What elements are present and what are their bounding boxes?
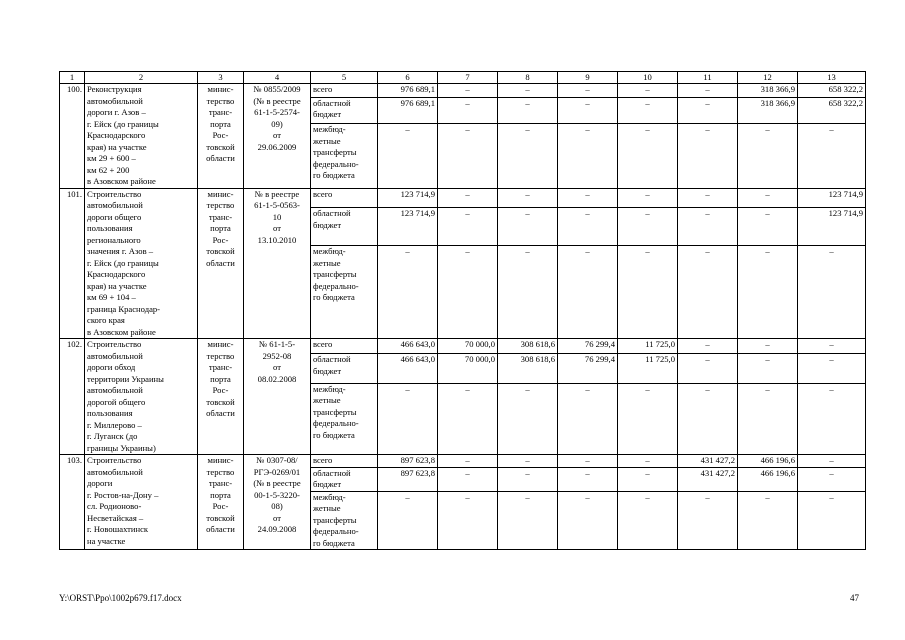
- amount-cell: –: [378, 383, 438, 454]
- column-number-row: [60, 72, 866, 84]
- approval-document: № 61-1-5- 2952-08 от 08.02.2008: [244, 339, 311, 455]
- amount-cell: –: [438, 467, 498, 491]
- amount-cell: 658 322,2: [798, 97, 866, 123]
- responsible-ministry: минис- терство транс- порта Рос- товской области: [198, 339, 244, 455]
- amount-cell: 466 643,0: [378, 339, 438, 354]
- amount-cell: –: [678, 124, 738, 188]
- amount-cell: –: [438, 124, 498, 188]
- amount-cell: 318 366,9: [738, 97, 798, 123]
- file-path: Y:\ORST\Ppo\1002p679.f17.docx: [59, 593, 182, 603]
- amount-cell: –: [618, 383, 678, 454]
- column-number: 3: [198, 72, 244, 84]
- column-number: 7: [438, 72, 498, 84]
- amount-cell: –: [558, 383, 618, 454]
- project-name: Строительство автомобильной дороги обход территории Украины автомобильной дорогой общего пользования г. Миллерово – г. Луганск (до границы Украины): [85, 339, 198, 455]
- funding-source: областной бюджет: [311, 467, 378, 491]
- amount-cell: –: [618, 208, 678, 246]
- approval-document: № 0307-08/ РГЭ-0269/01 (№ в реестре 00-1-5-3220- 08) от 24.09.2008: [244, 455, 311, 550]
- amount-cell: –: [438, 84, 498, 98]
- amount-cell: 431 427,2: [678, 455, 738, 468]
- amount-cell: 976 689,1: [378, 84, 438, 98]
- responsible-ministry: минис- терство транс- порта Рос- товской области: [198, 455, 244, 550]
- amount-cell: 76 299,4: [558, 354, 618, 383]
- column-number: 12: [738, 72, 798, 84]
- amount-cell: 70 000,0: [438, 339, 498, 354]
- amount-cell: 308 618,6: [498, 354, 558, 383]
- amount-cell: –: [738, 383, 798, 454]
- amount-cell: –: [798, 339, 866, 354]
- amount-cell: –: [438, 383, 498, 454]
- funding-source: областной бюджет: [311, 208, 378, 246]
- amount-cell: –: [618, 467, 678, 491]
- column-number: 9: [558, 72, 618, 84]
- amount-cell: 897 623,8: [378, 467, 438, 491]
- amount-cell: –: [738, 246, 798, 339]
- approval-document: № 0855/2009 (№ в реестре 61-1-5-2574- 09) от 29.06.2009: [244, 84, 311, 189]
- amount-cell: –: [618, 124, 678, 188]
- amount-cell: –: [738, 491, 798, 550]
- amount-cell: –: [678, 84, 738, 98]
- table-row: [60, 84, 866, 98]
- record-number: 102.: [60, 339, 85, 455]
- approval-document: № в реестре 61-1-5-0563- 10 от 13.10.2010: [244, 188, 311, 339]
- amount-cell: –: [558, 455, 618, 468]
- amount-cell: 976 689,1: [378, 97, 438, 123]
- amount-cell: –: [738, 354, 798, 383]
- amount-cell: –: [498, 97, 558, 123]
- amount-cell: 11 725,0: [618, 339, 678, 354]
- amount-cell: –: [618, 246, 678, 339]
- amount-cell: –: [498, 124, 558, 188]
- record-number: 103.: [60, 455, 85, 550]
- column-number: 6: [378, 72, 438, 84]
- amount-cell: –: [618, 188, 678, 208]
- amount-cell: –: [558, 188, 618, 208]
- amount-cell: –: [738, 208, 798, 246]
- table-body: [60, 72, 866, 550]
- amount-cell: 466 196,6: [738, 467, 798, 491]
- amount-cell: –: [678, 97, 738, 123]
- amount-cell: –: [558, 467, 618, 491]
- funding-source: всего: [311, 339, 378, 354]
- amount-cell: –: [558, 84, 618, 98]
- amount-cell: –: [438, 208, 498, 246]
- project-name: Строительство автомобильной дороги г. Ростов-на-Дону – сл. Родионово- Несветайская – г. Новошахтинск на участке: [85, 455, 198, 550]
- record-number: 100.: [60, 84, 85, 189]
- table-row: [60, 339, 866, 354]
- amount-cell: –: [678, 491, 738, 550]
- amount-cell: –: [558, 491, 618, 550]
- funding-source: межбюд- жетные трансферты федерально- го бюджета: [311, 246, 378, 339]
- column-number: 8: [498, 72, 558, 84]
- amount-cell: –: [498, 208, 558, 246]
- amount-cell: –: [678, 188, 738, 208]
- funding-source: всего: [311, 455, 378, 468]
- amount-cell: –: [678, 354, 738, 383]
- amount-cell: –: [618, 97, 678, 123]
- amount-cell: –: [378, 491, 438, 550]
- table-row: [60, 188, 866, 208]
- amount-cell: 897 623,8: [378, 455, 438, 468]
- amount-cell: –: [438, 491, 498, 550]
- funding-source: всего: [311, 84, 378, 98]
- amount-cell: –: [678, 208, 738, 246]
- amount-cell: –: [618, 84, 678, 98]
- amount-cell: –: [558, 246, 618, 339]
- amount-cell: –: [498, 491, 558, 550]
- amount-cell: –: [498, 84, 558, 98]
- table-row: [60, 455, 866, 468]
- column-number: 2: [85, 72, 198, 84]
- amount-cell: –: [438, 188, 498, 208]
- responsible-ministry: минис- терство транс- порта Рос- товской области: [198, 188, 244, 339]
- amount-cell: 11 725,0: [618, 354, 678, 383]
- funding-source: межбюд- жетные трансферты федерально- го бюджета: [311, 124, 378, 188]
- amount-cell: –: [678, 246, 738, 339]
- funding-source: всего: [311, 188, 378, 208]
- amount-cell: –: [678, 383, 738, 454]
- program-table: [59, 71, 866, 550]
- project-name: Строительство автомобильной дороги общего пользования регионального значения г. Азов – г. Ейск (до границы Краснодарского края) на участке км 69 + 104 – граница Краснодар- ского края в Азовском районе: [85, 188, 198, 339]
- funding-source: областной бюджет: [311, 97, 378, 123]
- amount-cell: 431 427,2: [678, 467, 738, 491]
- record-number: 101.: [60, 188, 85, 339]
- amount-cell: –: [798, 467, 866, 491]
- amount-cell: –: [498, 383, 558, 454]
- amount-cell: –: [378, 246, 438, 339]
- amount-cell: –: [498, 455, 558, 468]
- amount-cell: 308 618,6: [498, 339, 558, 354]
- column-number: 5: [311, 72, 378, 84]
- amount-cell: –: [558, 124, 618, 188]
- amount-cell: 466 196,6: [738, 455, 798, 468]
- amount-cell: –: [798, 354, 866, 383]
- responsible-ministry: минис- терство транс- порта Рос- товской области: [198, 84, 244, 189]
- amount-cell: –: [798, 246, 866, 339]
- amount-cell: 123 714,9: [378, 188, 438, 208]
- amount-cell: –: [618, 455, 678, 468]
- amount-cell: –: [738, 339, 798, 354]
- amount-cell: 70 000,0: [438, 354, 498, 383]
- amount-cell: –: [498, 246, 558, 339]
- amount-cell: –: [618, 491, 678, 550]
- funding-source: межбюд- жетные трансферты федерально- го бюджета: [311, 491, 378, 550]
- amount-cell: –: [798, 124, 866, 188]
- project-name: Реконструкция автомобильной дороги г. Азов – г. Ейск (до границы Краснодарского края) на участке км 29 + 600 – км 62 + 200 в Азовском районе: [85, 84, 198, 189]
- amount-cell: 658 322,2: [798, 84, 866, 98]
- amount-cell: 123 714,9: [798, 188, 866, 208]
- amount-cell: –: [378, 124, 438, 188]
- amount-cell: –: [798, 455, 866, 468]
- amount-cell: –: [498, 188, 558, 208]
- amount-cell: –: [438, 455, 498, 468]
- column-number: 10: [618, 72, 678, 84]
- column-number: 4: [244, 72, 311, 84]
- amount-cell: 466 643,0: [378, 354, 438, 383]
- column-number: 11: [678, 72, 738, 84]
- funding-source: межбюд- жетные трансферты федерально- го бюджета: [311, 383, 378, 454]
- funding-source: областной бюджет: [311, 354, 378, 383]
- amount-cell: –: [738, 124, 798, 188]
- amount-cell: –: [438, 246, 498, 339]
- amount-cell: 76 299,4: [558, 339, 618, 354]
- amount-cell: –: [798, 491, 866, 550]
- page-number: 47: [850, 593, 859, 603]
- amount-cell: 123 714,9: [378, 208, 438, 246]
- amount-cell: –: [738, 188, 798, 208]
- amount-cell: –: [678, 339, 738, 354]
- amount-cell: –: [438, 97, 498, 123]
- amount-cell: 318 366,9: [738, 84, 798, 98]
- amount-cell: 123 714,9: [798, 208, 866, 246]
- amount-cell: –: [558, 97, 618, 123]
- amount-cell: –: [558, 208, 618, 246]
- column-number: 1: [60, 72, 85, 84]
- amount-cell: –: [798, 383, 866, 454]
- amount-cell: –: [498, 467, 558, 491]
- column-number: 13: [798, 72, 866, 84]
